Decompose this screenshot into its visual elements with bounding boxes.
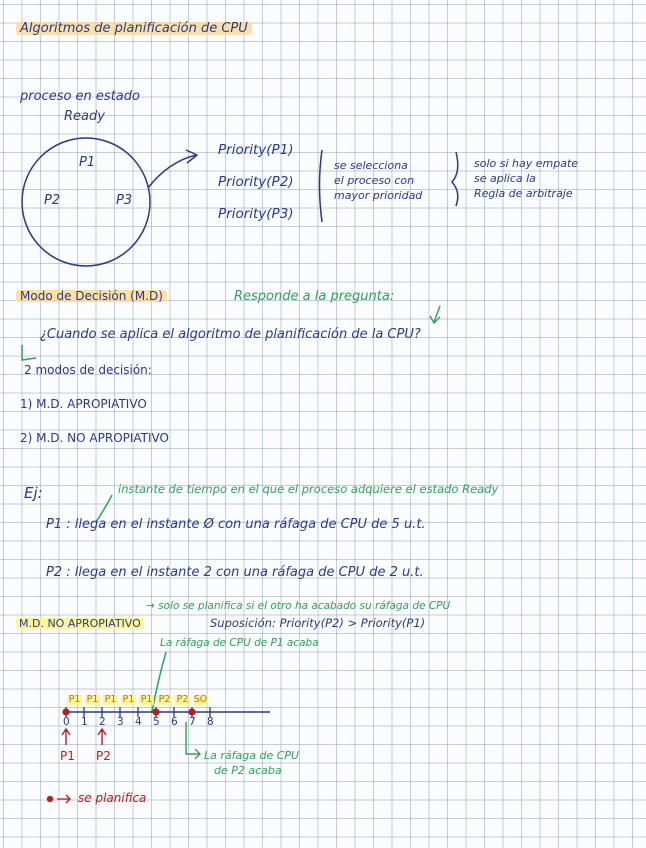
arrival-arrow-p1 — [62, 729, 70, 745]
modo-heading: Modo de Decisión (M.D) — [16, 290, 167, 302]
legend-arrow — [57, 795, 70, 803]
priority-p3: Priority(P3) — [218, 206, 294, 222]
timeline-tick-label: 7 — [189, 716, 196, 728]
arrival-arrow-p2 — [98, 729, 106, 745]
note2-line1: solo si hay empate — [474, 157, 579, 170]
timeline-block: P2 — [158, 694, 171, 705]
modo-item-2: 2) M.D. NO APROPIATIVO — [20, 431, 169, 445]
rafaga-p2-line2: de P2 acaba — [214, 764, 282, 777]
circle-p2: P2 — [44, 193, 61, 208]
modo-item-1: 1) M.D. APROPIATIVO — [20, 397, 147, 411]
circle-p1: P1 — [79, 155, 96, 170]
rafaga-p1-note: La ráfaga de CPU de P1 acaba — [160, 637, 319, 649]
page-title: Algoritmos de planificación de CPU — [16, 22, 252, 35]
arrival-p2: P2 — [96, 749, 111, 763]
note1-line3: mayor prioridad — [334, 189, 423, 202]
timeline-tick-label: 8 — [207, 716, 214, 728]
legend-dot — [47, 796, 53, 802]
note1-line2: el proceso con — [334, 174, 415, 187]
priority-p1: Priority(P1) — [218, 142, 294, 158]
arrow-to-priority — [148, 155, 196, 188]
modos-count: 2 modos de decisión: — [24, 363, 152, 377]
timeline-tick-label: 1 — [81, 716, 88, 728]
green-note: → solo se planifica si el otro ha acabado su ráfaga de CPU — [146, 600, 451, 612]
ej-label: Ej: — [24, 484, 43, 502]
arrival-p1: P1 — [60, 749, 75, 763]
timeline-tick-label: 5 — [153, 716, 160, 728]
legend-text: se planifica — [78, 791, 147, 805]
p2-line: P2 : llega en el instante 2 con una ráfaga de CPU de 2 u.t. — [46, 565, 424, 580]
timeline-block: P1 — [86, 694, 99, 705]
priority-p2: Priority(P2) — [218, 174, 294, 190]
responde-text: Responde a la pregunta: — [234, 289, 395, 304]
note1-line1: se selecciona — [334, 159, 408, 172]
rafaga-p2-line1: La ráfaga de CPU — [204, 749, 300, 762]
ready-label: Ready — [64, 109, 105, 124]
instante-note: instante de tiempo en el que el proceso adquiere el estado Ready — [118, 482, 499, 496]
timeline-block: P1 — [122, 694, 135, 705]
note2-line2: se aplica la — [474, 172, 536, 185]
bracket-2 — [452, 152, 458, 206]
note2-line3: Regla de arbitraje — [474, 187, 573, 200]
estado-line: proceso en estado — [20, 89, 140, 104]
suposicion: Suposición: Priority(P2) > Priority(P1) — [210, 616, 426, 630]
timeline-block: SO — [193, 694, 208, 705]
pregunta-arrow — [430, 306, 440, 323]
timeline-block: P2 — [176, 694, 189, 705]
question-text: ¿Cuando se aplica el algoritmo de planificación de la CPU? — [40, 327, 421, 342]
timeline-tick-label: 3 — [117, 716, 124, 728]
schedule-dot — [188, 708, 195, 715]
timeline-tick-label: 4 — [135, 716, 142, 728]
bracket-1 — [320, 150, 323, 222]
timeline-block: P1 — [140, 694, 153, 705]
timeline-tick-label: 2 — [99, 716, 106, 728]
timeline-block: P1 — [68, 694, 81, 705]
schedule-dot — [62, 708, 69, 715]
timeline-block: P1 — [104, 694, 117, 705]
timeline-tick-label: 0 — [63, 716, 70, 728]
schedule-dot — [152, 708, 159, 715]
timeline-tick-label: 6 — [171, 716, 178, 728]
nd-line: M.D. NO APROPIATIVO — [16, 618, 144, 629]
question-arrow — [22, 345, 36, 360]
circle-p3: P3 — [116, 193, 133, 208]
p1-line: P1 : llega en el instante Ø con una ráfaga de CPU de 5 u.t. — [46, 517, 426, 532]
